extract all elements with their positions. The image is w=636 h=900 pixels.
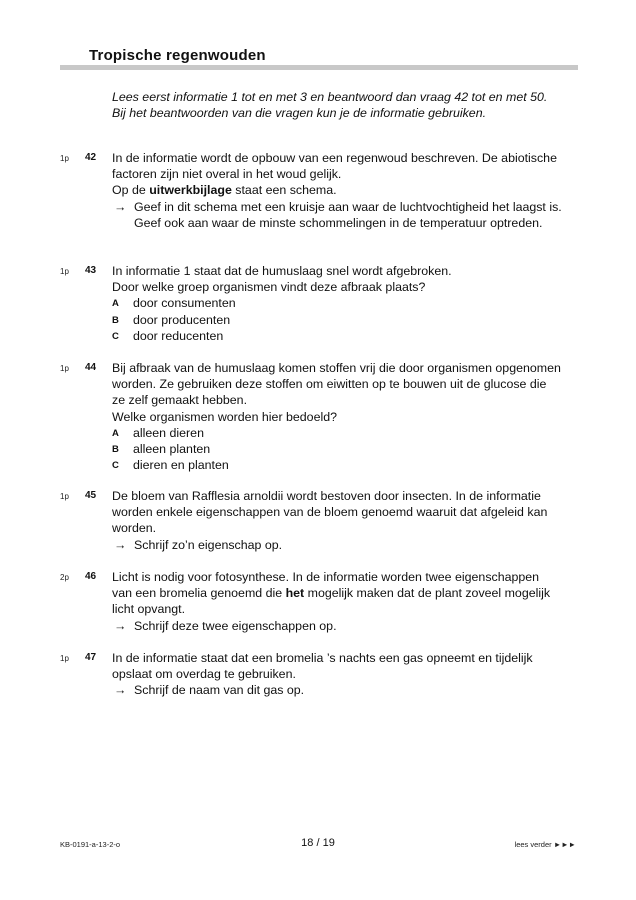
page-title: Tropische regenwouden <box>89 47 266 64</box>
question-instruction: → Schrijf de naam van dit gas op. <box>114 683 305 698</box>
answer-option-a[interactable]: A door consumenten <box>112 295 562 311</box>
question-number: 42 <box>85 152 97 163</box>
het-bold: het <box>285 586 305 601</box>
question-text: In de informatie wordt de opbouw van een regenwoud beschreven. De abiotische factoren zijn niet overal in het woud gelijk. <box>112 151 557 182</box>
question-instruction: → Schrijf zo’n eigenschap op. <box>114 537 283 552</box>
arrow-right-icon: → <box>114 683 127 698</box>
question-text: In informatie 1 staat dat de humuslaag snel wordt afgebroken. <box>112 264 452 278</box>
lees-verder-link[interactable]: lees verder ►►► <box>514 840 576 849</box>
arrow-right-icon: → <box>114 199 127 214</box>
page-number: 18 / 19 <box>301 837 335 849</box>
question-points: 1p <box>60 267 69 276</box>
question-text: In de informatie staat dat een bromelia ’s nachts een gas opneemt en tijdelijk opslaat om overdag te gebruiken. <box>112 651 533 682</box>
option-letter: C <box>112 330 119 342</box>
option-letter: B <box>112 444 119 456</box>
arrow-right-icon: → <box>114 618 127 633</box>
question-number: 43 <box>85 265 97 276</box>
question-instruction: → Schrijf deze twee eigenschappen op. <box>114 618 337 633</box>
question-text: Licht is nodig voor fotosynthese. In de informatie worden twee eigenschappen van een bromelia genoemd die het mogelijk maken dat de plant zoveel mogelijk licht opvangt. <box>112 570 551 617</box>
question-prompt: Welke organismen worden hier bedoeld? <box>112 409 338 424</box>
question-points: 2p <box>60 573 69 582</box>
question-points: 1p <box>60 364 69 373</box>
question-text: De bloem van Rafflesia arnoldii wordt bestoven door insecten. In de informatie worden enkele eigenschappen van de bloem genoemd waaruit dat afgeleid kan worden. <box>112 489 548 536</box>
answer-option-c[interactable]: C door reducenten <box>112 328 562 344</box>
question-number: 45 <box>85 490 97 501</box>
header-rule <box>60 65 578 70</box>
intro-line-2: Bij het beantwoorden van die vragen kun je de informatie gebruiken. <box>112 106 487 120</box>
option-letter: A <box>112 298 119 310</box>
question-text-2: Op de uitwerkbijlage staat een schema. <box>112 183 337 198</box>
option-letter: C <box>112 460 119 472</box>
question-points: 1p <box>60 654 69 663</box>
document-code: KB-0191-a-13-2-o <box>60 840 121 849</box>
answer-option-b[interactable]: B door producenten <box>112 312 562 328</box>
arrow-right-icon: → <box>114 537 127 552</box>
intro-line-1: Lees eerst informatie 1 tot en met 3 en beantwoord dan vraag 42 tot en met 50. <box>112 90 548 104</box>
question-text: Bij afbraak van de humuslaag komen stoffen vrij die door organismen opgenomen worden. Ze gebruiken deze stoffen om eiwitten op te bouwen uit de glucose die ze zelf gemaakt hebben. <box>112 361 561 408</box>
answer-option-a[interactable]: A alleen dieren <box>112 425 562 441</box>
uitwerkbijlage-bold: uitwerkbijlage <box>149 183 232 198</box>
intro-text <box>112 89 562 121</box>
option-letter: B <box>112 314 119 326</box>
question-number: 47 <box>85 652 97 663</box>
question-points: 1p <box>60 492 69 501</box>
question-points: 1p <box>60 154 69 163</box>
option-letter: A <box>112 427 119 439</box>
question-instruction: → Geef in dit schema met een kruisje aan waar de luchtvochtigheid het laagst is. Geef ook aan waar de minste schommelingen in de temperatuur optreden. <box>114 199 562 230</box>
question-number: 44 <box>85 362 97 373</box>
answer-option-c[interactable]: C dieren en planten <box>112 457 562 473</box>
question-number: 46 <box>85 571 97 582</box>
answer-option-b[interactable]: B alleen planten <box>112 441 562 457</box>
question-prompt: Door welke groep organismen vindt deze afbraak plaats? <box>112 280 426 295</box>
